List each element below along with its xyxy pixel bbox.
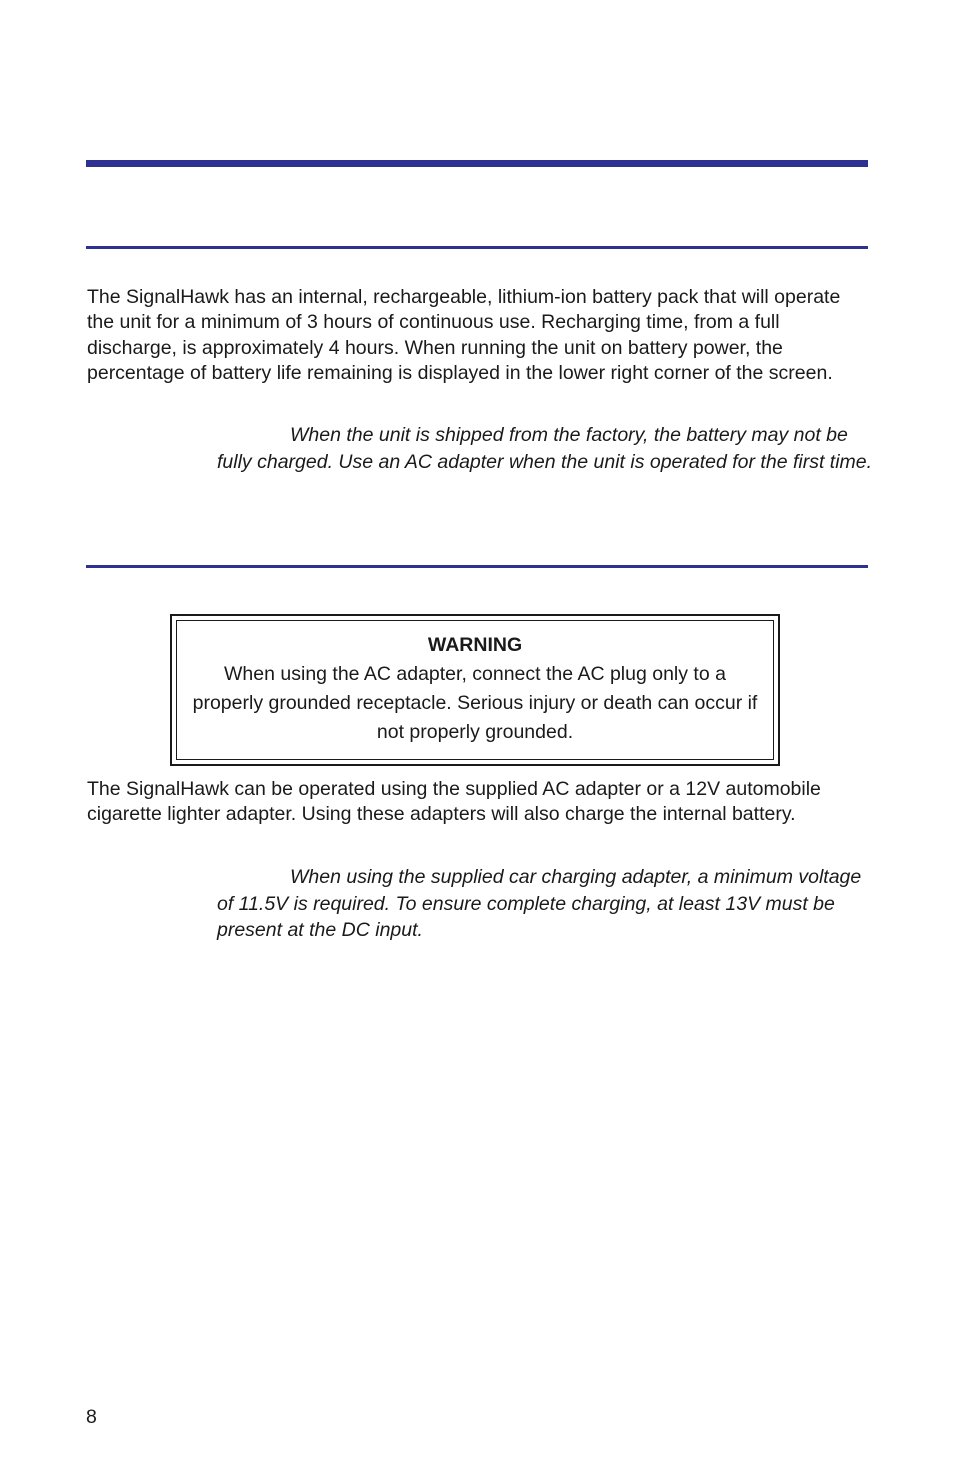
warning-text: When using the AC adapter, connect the AC plug only to a properly grounded receptacle. Serious injury or death can occur if not properly grounded.	[192, 663, 758, 743]
adapter-paragraph: The SignalHawk can be operated using the supplied AC adapter or a 12V automobile cigarette lighter adapter. Using these adapters will also charge the internal battery.	[87, 778, 821, 826]
page-number: 8	[86, 1406, 97, 1428]
warning-box-inner	[176, 620, 774, 760]
battery-note	[217, 422, 877, 475]
chapter-header-rule	[86, 160, 868, 167]
warning-title: WARNING	[427, 634, 523, 656]
adapter-note-text: When using the supplied car charging adapter, a minimum voltage of 11.5V is required. To ensure complete charging, at least 13V must be present at the DC input.	[217, 866, 862, 941]
adapter-note	[217, 864, 877, 944]
battery-paragraph: The SignalHawk has an internal, rechargeable, lithium-ion battery pack that will operate the unit for a minimum of 3 hours of continuous use. Recharging time, from a full discharge, is approximately 4 hours. When running the unit on battery power, the percentage of battery life remaining is displayed in the lower right corner of the screen.	[87, 286, 841, 385]
section-divider-adapter	[86, 565, 868, 568]
battery-note-text: When the unit is shipped from the factory, the battery may not be fully charged. Use an AC adapter when the unit is operated for the first time.	[217, 424, 873, 473]
section-divider-battery	[86, 246, 868, 249]
warning-box	[170, 614, 780, 766]
